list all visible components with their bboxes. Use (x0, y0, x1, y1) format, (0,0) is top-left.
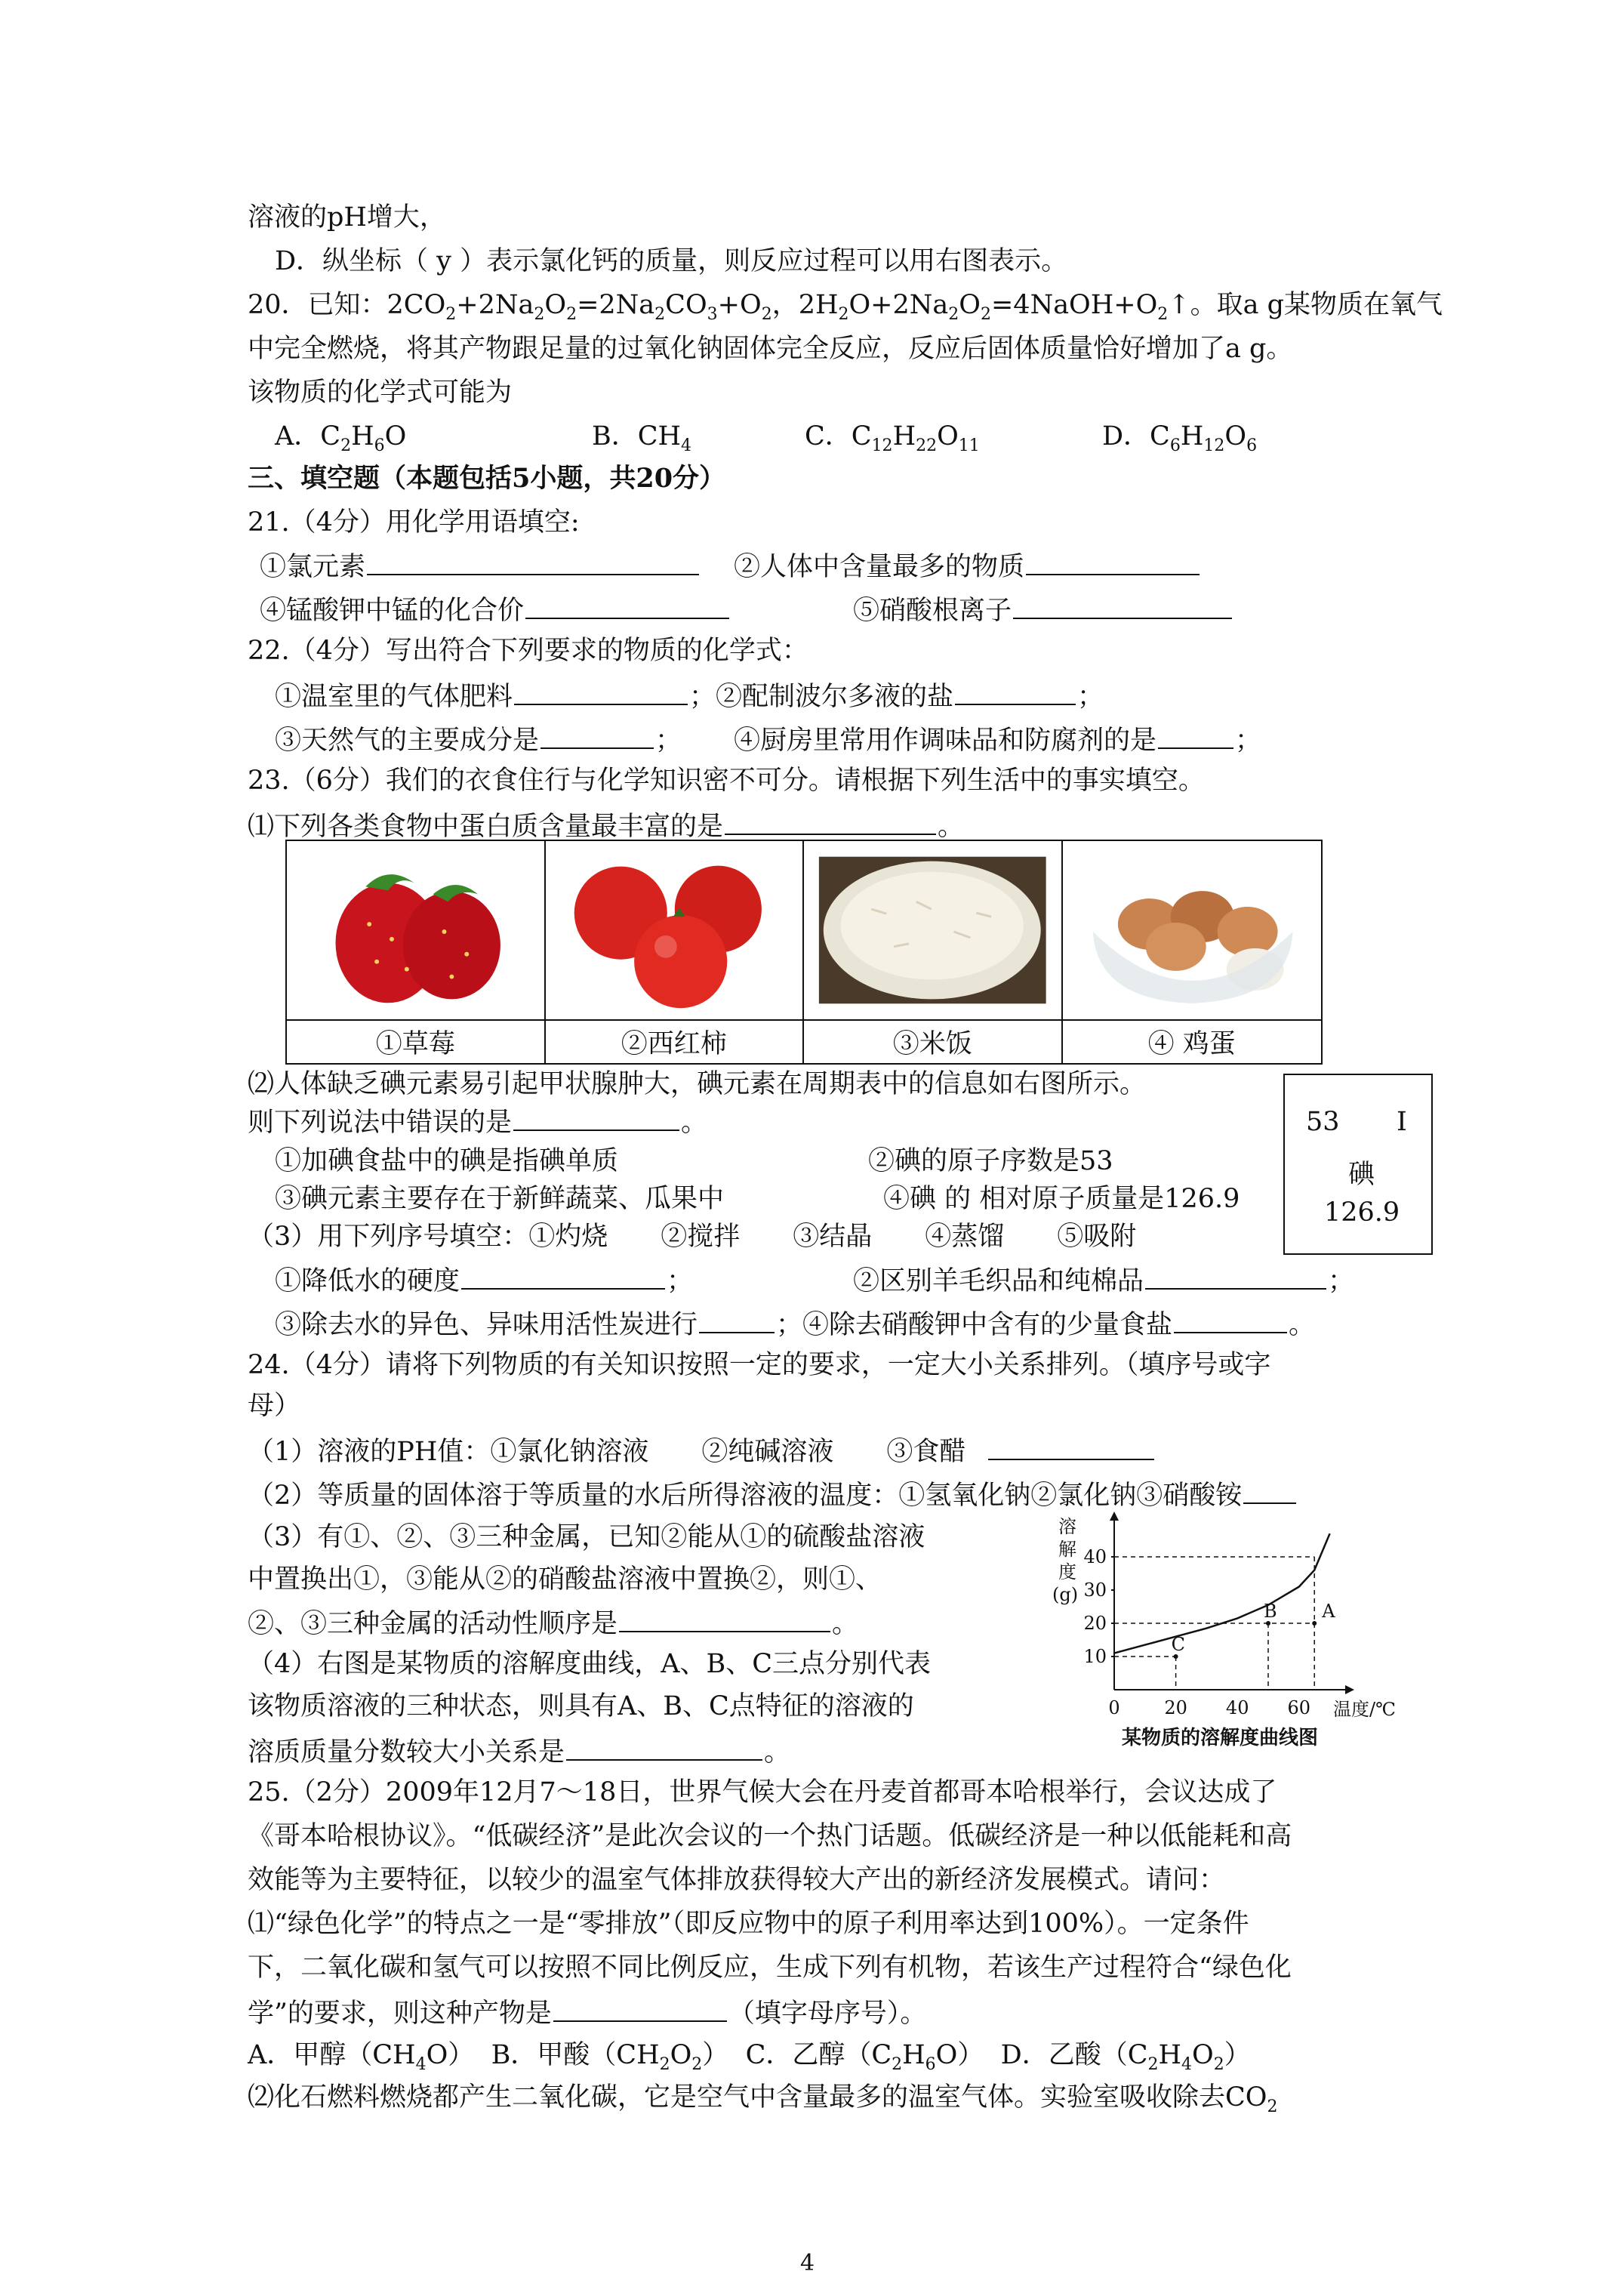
y-axis-arrow (1110, 1512, 1119, 1521)
question-20: 20．已知：$2CO_2+2Na_2O_2=2Na_2CO_3+O_2$，$2H_2O+2Na_2O_2=4NaOH+O_2↑$。取a g某物质在氧气 (248, 290, 1443, 324)
food-label: ①草莓 (287, 1019, 546, 1063)
option-d: D．纵坐标（ y ）表示氯化钙的质量，则反应过程可以用右图表示。 (275, 246, 1068, 276)
blank-line: ③除去水的异色、异味用活性炭进行 ；④除去硝酸钾中含有的少量食盐 。 (275, 1306, 1315, 1342)
x-tick-label: 0 (1108, 1697, 1120, 1718)
blank-line: ④锰酸钾中锰的化合价 (260, 592, 731, 627)
text-line: （4）右图是某物质的溶解度曲线，A、B、C三点分别代表 (248, 1649, 932, 1679)
text-line: （3）用下列序号填空：①灼烧 ②搅拌 ③结晶 ④蒸馏 ⑤吸附 (248, 1222, 1137, 1252)
text-line: 下，二氧化碳和氢气可以按照不同比例反应，生成下列有机物，若该生产过程符合“绿色化 (248, 1952, 1292, 1983)
point-label: C (1171, 1634, 1185, 1655)
point-label: B (1264, 1601, 1277, 1622)
text-line: 该物质的化学式可能为 (248, 378, 513, 408)
text-line: ⑵化石燃料燃烧都产生二氧化碳，它是空气中含量最多的温室气体。实验室吸收除去$CO_2$ (248, 2082, 1278, 2116)
food-table (285, 840, 1323, 1065)
point-a (1312, 1621, 1317, 1626)
option-text: ①加碘食盐中的碘是指碘单质 (275, 1146, 619, 1176)
blank-line: ②区别羊毛织品和纯棉品 ； (853, 1262, 1354, 1298)
x-axis-label: 温度/℃ (1333, 1699, 1396, 1720)
question-24: 24.（4分）请将下列物质的有关知识按照一定的要求，一定大小关系排列。（填序号或字 (248, 1350, 1271, 1380)
section-heading: 三、填空题（本题包括5小题，共20分） (248, 463, 726, 494)
y-tick-label: 10 (1083, 1646, 1107, 1667)
food-label: ②西红柿 (546, 1019, 805, 1063)
x-tick-label: 60 (1287, 1697, 1311, 1718)
tomato-image (546, 841, 805, 1019)
text-line: 《哥本哈根协议》。“低碳经济”是此次会议的一个热门话题。低碳经济是一种以低能耗和高 (248, 1821, 1292, 1851)
option-c: C．$C_{12}H_{22}O_{11}$ (805, 421, 980, 455)
option-d: D．$C_6H_{12}O_6$ (1102, 421, 1258, 455)
y-tick-label: 20 (1083, 1613, 1107, 1634)
y-tick-label: 30 (1083, 1579, 1107, 1601)
options-line: A．甲醇$(CH_4O)$ B．甲酸$(CH_2O_2)$ C．乙醇$(C_2H_6O)$ D．乙酸$(C_2H_4O_2)$ (248, 2040, 1251, 2074)
question-21: 21.（4分）用化学用语填空: (248, 507, 580, 538)
text-line: （3）有①、②、③三种金属，已知②能从①的硫酸盐溶液 (248, 1522, 925, 1552)
solubility-chart (1049, 1507, 1396, 1753)
option-a: A．$C_2H_6O$ (275, 421, 407, 455)
rice-image (804, 841, 1063, 1019)
blank-line: ③天然气的主要成分是 ； (275, 722, 682, 757)
x-tick-label: 20 (1164, 1697, 1187, 1718)
blank-line: ②人体中含量最多的物质 (734, 548, 1201, 584)
question-25: 25.（2分）2009年12月7～18日，世界气候大会在丹麦首都哥本哈根举行，会议达成了 (248, 1777, 1277, 1808)
food-label: ③米饭 (804, 1019, 1063, 1063)
text-line: 母） (248, 1391, 301, 1421)
blank-line: （2）等质量的固体溶于等质量的水后所得溶液的温度：①氢氧化钠②氯化钠③硝酸铵 (248, 1477, 1298, 1512)
element-name: 碘 (1348, 1160, 1375, 1190)
eggs-image (1063, 841, 1322, 1019)
blank-line: 则下列说法中错误的是 。 (248, 1104, 707, 1139)
blank-line: ⑤硝酸根离子 (853, 592, 1233, 627)
text-line: 该物质溶液的三种状态，则具有A、B、C点特征的溶液的 (248, 1691, 914, 1721)
atomic-mass: 126.9 (1324, 1197, 1400, 1228)
blank-line: ①降低水的硬度 ； (275, 1262, 693, 1298)
text-line: ⑴“绿色化学”的特点之一是“零排放”（即反应物中的原子利用率达到100%）。一定条件 (248, 1909, 1249, 1939)
option-b: B．$CH_4$ (592, 421, 692, 455)
option-text: ②碘的原子序数是53 (868, 1146, 1113, 1176)
blank-line: ②、③三种金属的活动性顺序是 。 (248, 1605, 858, 1641)
x-tick-label: 40 (1225, 1697, 1249, 1718)
text-line: 效能等为主要特征，以较少的温室气体排放获得较大产出的新经济发展模式。请问： (248, 1865, 1226, 1895)
question-23: 23.（6分）我们的衣食住行与化学知识密不可分。请根据下列生活中的事实填空。 (248, 766, 1205, 796)
text-line: ⑵人体缺乏碘元素易引起甲状腺肿大，碘元素在周期表中的信息如右图所示。 (248, 1069, 1147, 1099)
strawberry-image (287, 841, 546, 1019)
y-axis-label: 溶解度(g) (1052, 1516, 1079, 1605)
chart-title: 某物质的溶解度曲线图 (1121, 1727, 1319, 1749)
blank-line: ⑴下列各类食物中蛋白质含量最丰富的是 。 (248, 808, 964, 843)
blank-line: 溶质质量分数较大小关系是 。 (248, 1734, 790, 1769)
y-tick-label: 40 (1083, 1546, 1107, 1567)
option-text: ④碘 的 相对原子质量是126.9 (883, 1184, 1240, 1214)
atomic-number: 53 (1306, 1107, 1340, 1137)
food-label: ④ 鸡蛋 (1063, 1019, 1322, 1063)
option-text: ③碘元素主要存在于新鲜蔬菜、瓜果中 (275, 1184, 725, 1214)
text-line: 中完全燃烧，将其产物跟足量的过氧化钠固体完全反应，反应后固体质量恰好增加了a g。 (248, 334, 1293, 364)
blank-line: 学”的要求，则这种产物是 （填字母序号）。 (248, 1995, 926, 2030)
text-line: 中置换出①，③能从②的硝酸盐溶液中置换②，则①、 (248, 1564, 882, 1595)
solubility-curve (1114, 1533, 1330, 1653)
x-axis-arrow (1345, 1685, 1354, 1694)
text-line: 溶液的pH增大， (248, 202, 446, 233)
element-symbol: I (1397, 1107, 1407, 1137)
blank-line: ①温室里的气体肥料 ；②配制波尔多液的盐 ； (275, 678, 1104, 713)
question-22: 22.（4分）写出符合下列要求的物质的化学式： (248, 636, 808, 666)
blank-line: （1）溶液的PH值：①氯化钠溶液 ②纯碱溶液 ③食醋 (248, 1433, 1156, 1469)
blank-line: ④厨房里常用作调味品和防腐剂的是 ； (734, 722, 1261, 757)
page-number: 4 (800, 2250, 815, 2276)
element-card (1283, 1074, 1433, 1255)
blank-line: ①氯元素 (260, 548, 701, 584)
point-label: A (1322, 1601, 1335, 1622)
